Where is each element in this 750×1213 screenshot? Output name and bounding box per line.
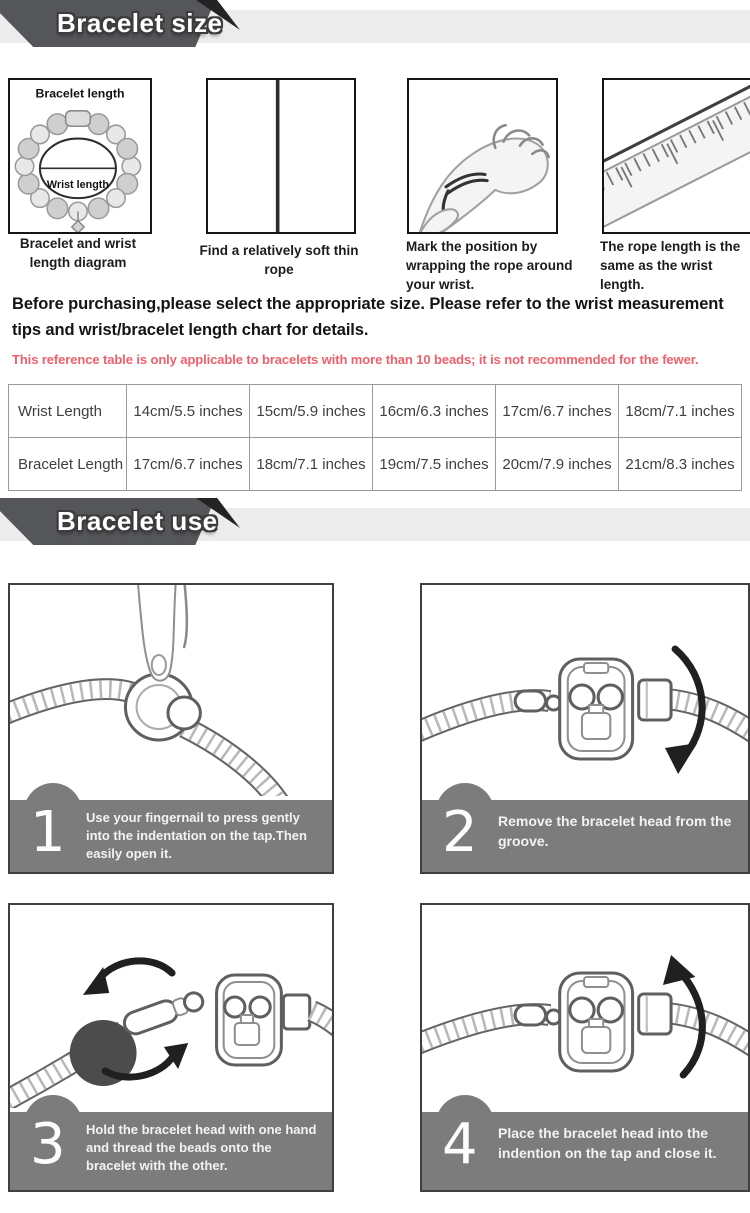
wrist-length-header: Wrist Length	[9, 385, 127, 438]
wrist-length-value: 14cm/5.5 inches	[127, 385, 250, 438]
step-2-band	[422, 800, 748, 872]
ruler-panel	[602, 78, 750, 234]
wrist-length-value: 17cm/6.7 inches	[496, 385, 619, 438]
wrist-length-label: Wrist length	[46, 178, 109, 191]
bracelet-size-banner	[0, 0, 750, 52]
press-clasp-illustration	[10, 585, 332, 796]
step-4-band	[422, 1112, 748, 1190]
rotate-arrow-icon	[99, 961, 172, 979]
wrist-length-row	[9, 385, 742, 438]
bracelet-length-value: 20cm/7.9 inches	[496, 438, 619, 491]
step-2-text: Remove the bracelet head from the groove.	[498, 813, 732, 849]
bracelet-diagram-panel	[8, 78, 152, 234]
step-3-band	[10, 1112, 332, 1190]
thread-beads-illustration	[10, 905, 332, 1108]
bracelet-length-label: Bracelet length	[35, 86, 125, 101]
bracelet-size-title: Bracelet size	[57, 8, 223, 38]
bracelet-length-value: 19cm/7.5 inches	[373, 438, 496, 491]
dangle-charm-icon	[72, 221, 84, 232]
wrist-length-value: 16cm/6.3 inches	[373, 385, 496, 438]
use-step-1-panel	[8, 583, 334, 874]
finger-icon	[138, 585, 176, 681]
bracelet-length-row	[9, 438, 742, 491]
step-4-text: Place the bracelet head into the indention on the tap and close it.	[498, 1125, 717, 1161]
step-1-text: Use your fingernail to press gently into the indentation on the tap.Then easily open it.	[86, 810, 307, 862]
bracelet-length-header: Bracelet Length	[9, 438, 127, 491]
bracelet-length-value: 17cm/6.7 inches	[127, 438, 250, 491]
ruler-illustration	[604, 80, 750, 232]
hand-wrapping-illustration	[409, 80, 556, 232]
reference-note-text: This reference table is only applicable to bracelets with more than 10 beads; it is not recommended for the fewer.	[12, 352, 699, 367]
caption-bracelet-diagram: Bracelet and wrist length diagram	[19, 236, 137, 270]
wrap-wrist-panel	[407, 78, 558, 234]
caption-rope-length: The rope length is the same as the wrist length.	[600, 239, 741, 292]
bracelet-use-title: Bracelet use	[57, 506, 218, 536]
bracelet-use-banner	[0, 498, 750, 550]
use-step-2-panel	[420, 583, 750, 874]
use-step-3-panel	[8, 903, 334, 1192]
bracelet-length-value: 18cm/7.1 inches	[250, 438, 373, 491]
size-intro-text: Before purchasing,please select the appropriate size. Please refer to the wrist measurement tips and wrist/bracelet length chart for details.	[12, 295, 724, 339]
bracelet-pin-icon	[121, 998, 180, 1037]
wrist-length-value: 15cm/5.9 inches	[250, 385, 373, 438]
caption-mark-position: Mark the position by wrapping the rope around your wrist.	[406, 239, 573, 292]
bracelet-diagram-illustration	[10, 80, 150, 232]
step-3-text: Hold the bracelet head with one hand and thread the beads onto the bracelet with the other.	[86, 1122, 317, 1174]
use-step-4-panel	[420, 903, 750, 1192]
thin-rope-illustration	[208, 80, 354, 232]
step-3-number: 3	[30, 1112, 66, 1177]
bracelet-length-value: 21cm/8.3 inches	[619, 438, 742, 491]
size-chart-table	[8, 384, 742, 491]
close-head-illustration	[422, 905, 748, 1108]
bracelet-clasp-icon	[66, 111, 91, 126]
step-4-number: 4	[442, 1112, 478, 1177]
step-1-band	[10, 800, 332, 872]
step-1-number: 1	[30, 800, 66, 865]
rope-panel	[206, 78, 356, 234]
wrist-length-value: 18cm/7.1 inches	[619, 385, 742, 438]
remove-head-illustration	[422, 585, 748, 796]
caption-find-rope: Find a relatively soft thin rope	[199, 243, 359, 277]
step-2-number: 2	[442, 800, 478, 865]
